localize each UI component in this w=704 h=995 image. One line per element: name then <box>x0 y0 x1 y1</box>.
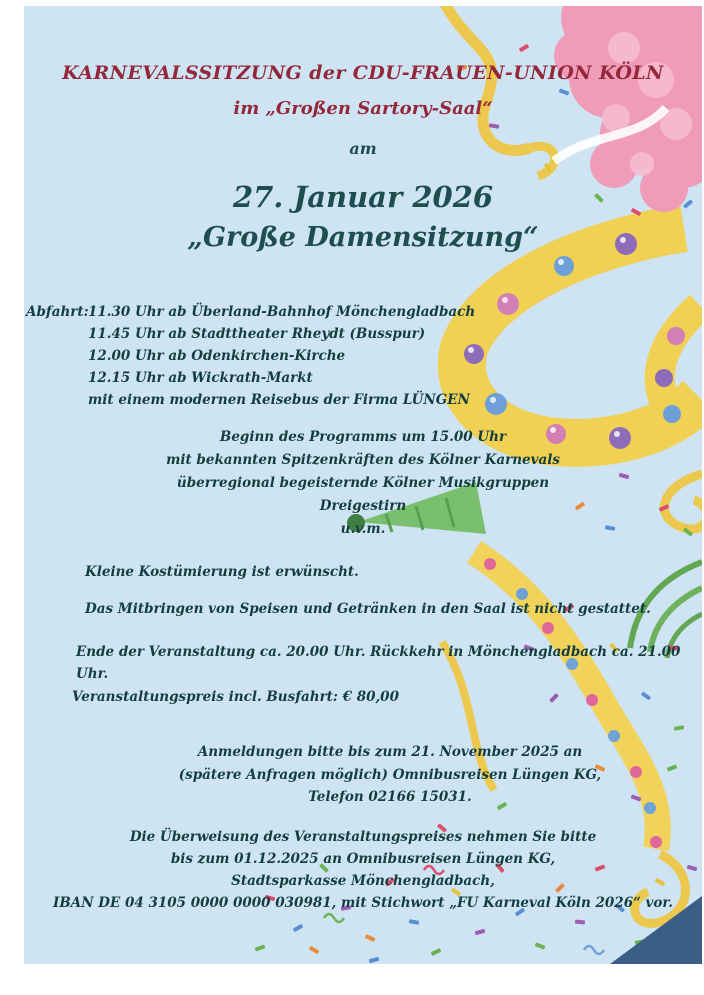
note-food: Das Mitbringen von Speisen und Getränken in den Saal ist nicht gestattet. <box>85 601 651 617</box>
departure-line: mit einem modernen Reisebus der Firma LÜNGEN <box>88 392 470 408</box>
note-costume: Kleine Kostümierung ist erwünscht. <box>85 564 359 580</box>
title-line-3: am <box>349 139 377 158</box>
registration-block <box>120 741 660 809</box>
program-line: überregional begeisternde Kölner Musikgruppen <box>176 475 550 491</box>
payment-line: bis zum 01.12.2025 an Omnibusreisen Lüngen KG, <box>170 851 556 867</box>
payment-line: Die Überweisung des Veranstaltungspreises nehmen Sie bitte <box>129 829 597 845</box>
flyer-text-layer <box>24 6 702 964</box>
note-price: Veranstaltungspreis incl. Busfahrt: € 80,00 <box>72 689 399 705</box>
departure-lines <box>88 301 475 411</box>
program-line: u.v.m. <box>340 521 386 537</box>
title-line-1: KARNEVALSSITZUNG der CDU-FRAUEN-UNION KÖLN <box>62 62 664 84</box>
payment-line: IBAN DE 04 3105 0000 0000 030981, mit Stichwort „FU Karneval Köln 2026“ vor. <box>53 895 673 911</box>
event-date-heading: 27. Januar 2026 <box>232 180 494 214</box>
registration-line: (spätere Anfragen möglich) Omnibusreisen Lüngen KG, <box>178 766 602 783</box>
program-line: mit bekannten Spitzenkräften des Kölner Karnevals <box>166 452 560 468</box>
payment-line: Stadtsparkasse Mönchengladbach, <box>231 873 495 889</box>
departure-line: 11.45 Uhr ab Stadttheater Rheydt (Busspur) <box>88 326 426 342</box>
event-name-heading: „Große Damensitzung“ <box>187 222 539 253</box>
program-block <box>63 426 663 541</box>
program-line: Beginn des Programms um 15.00 Uhr <box>219 429 507 445</box>
flyer-blue-panel <box>24 6 702 964</box>
note-end-time: Ende der Veranstaltung ca. 20.00 Uhr. Rückkehr in Mönchengladbach ca. 21.00 Uhr. <box>76 644 681 682</box>
registration-line: Anmeldungen bitte bis zum 21. November 2025 an <box>197 744 583 760</box>
payment-block <box>43 826 683 914</box>
program-line: Dreigestirn <box>319 498 407 514</box>
registration-line: Telefon 02166 15031. <box>308 789 472 805</box>
departure-label: Abfahrt: <box>26 304 89 320</box>
departure-line: 12.15 Uhr ab Wickrath-Markt <box>88 370 313 386</box>
departure-line: 12.00 Uhr ab Odenkirchen-Kirche <box>88 348 346 364</box>
title-line-2: im „Großen Sartory-Saal“ <box>233 98 493 119</box>
departure-line: 11.30 Uhr ab Überland-Bahnhof Mönchengladbach <box>88 304 476 320</box>
